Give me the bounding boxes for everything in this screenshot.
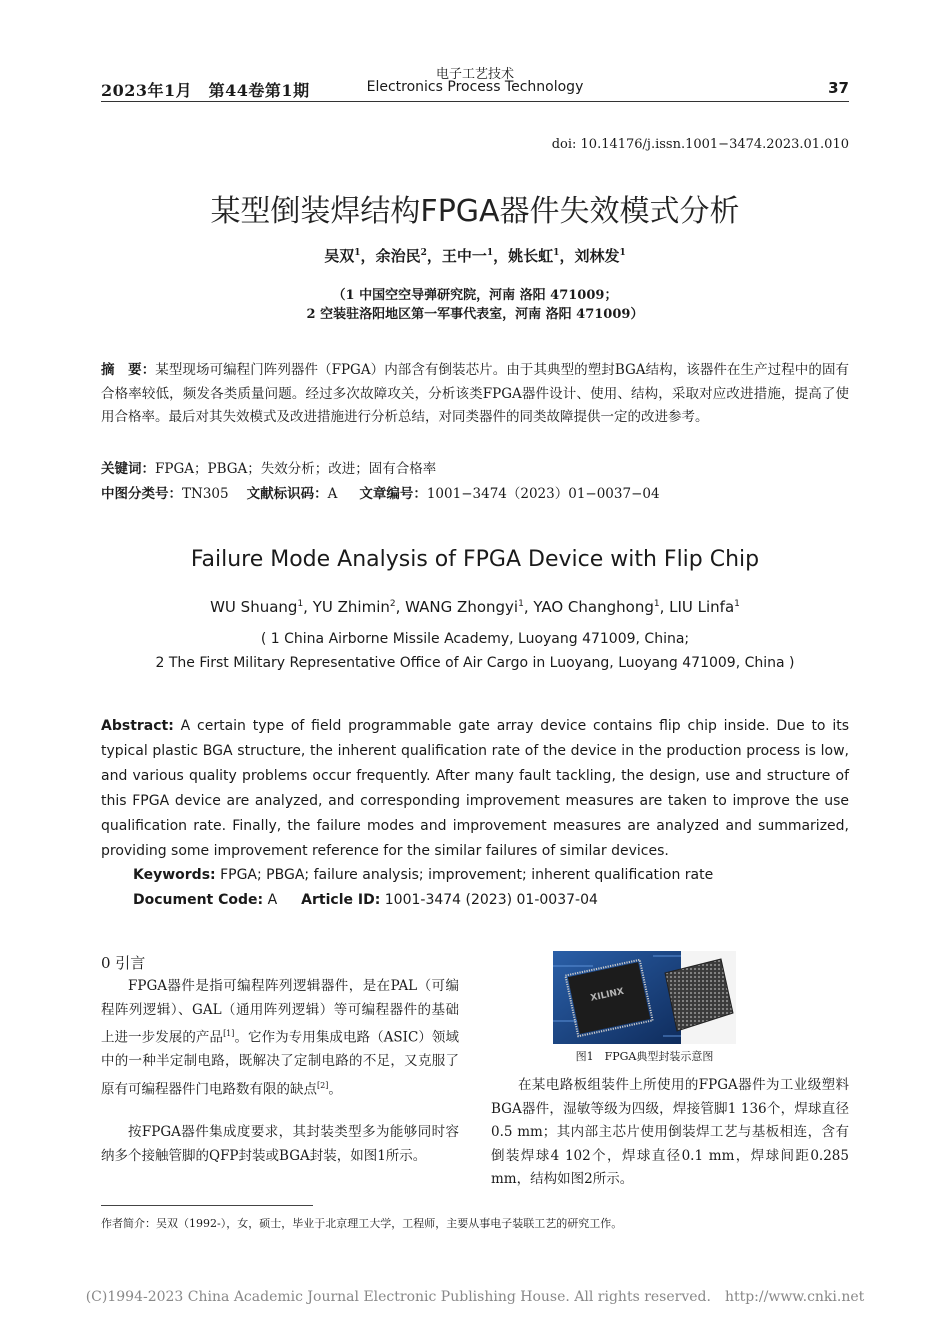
en-author-separator: ,	[659, 598, 670, 616]
cn-author-separator: ，	[426, 247, 442, 265]
en-author-4: YAO Changhong	[533, 598, 654, 616]
cn-author-3-affil: 1	[486, 248, 494, 258]
abstract-cn	[101, 359, 849, 430]
authors-en	[0, 598, 950, 616]
header-rule	[101, 101, 849, 102]
journal-issue: 2023年1月 第44卷第1期	[101, 81, 310, 100]
figure-1-image	[553, 951, 736, 1044]
cn-author-5-affil: 1	[619, 248, 626, 258]
title-cn: 某型倒装焊结构FPGA器件失效模式分析	[210, 194, 740, 229]
en-author-1-affil: 1	[297, 599, 304, 609]
citation-1[interactable]: [1]	[223, 1029, 235, 1038]
clc-label: 中图分类号：	[101, 486, 182, 502]
para1-text-a: FPGA器件是指可编程阵列逻辑器件，是在PAL（可编程阵列逻辑）、GAL（通用阵列逻辑）等可编程器件的基础上进一步发展的产品	[101, 978, 459, 1046]
affiliation-cn-1: （1 中国空空导弹研究院，河南 洛阳 471009；	[332, 288, 618, 303]
keywords-cn-text: FPGA；PBGA；失效分析；改进；固有合格率	[155, 461, 437, 477]
abstract-cn-text: 某型现场可编程门阵列器件（FPGA）内部含有倒装芯片。由于其典型的塑封BGA结构，该器件在生产过程中的固有合格率较低，频发各类质量问题。经过多次故障攻关，分析该类FPGA器件设计、使用、结构，采取对应改进措施，提高了使用合格率。最后对其失效模式及改进措施进行分析总结，对同类器件的同类故障提供一定的改进参考。	[101, 362, 850, 425]
en-author-2: YU Zhimin	[312, 598, 390, 616]
cn-author-1-affil: 1	[354, 248, 361, 258]
keywords-cn	[101, 458, 849, 482]
section-heading-introduction: 0 引言	[101, 954, 146, 972]
cn-author-1: 吴双	[324, 247, 355, 265]
keywords-en-text: FPGA; PBGA; failure analysis; improvement; inherent qualification rate	[215, 867, 714, 883]
body-paragraph-1	[101, 975, 459, 1102]
figure-1-caption: 图1 FPGA典型封装示意图	[575, 1050, 714, 1063]
cn-author-4: 姚长虹	[508, 247, 554, 265]
title-en: Failure Mode Analysis of FPGA Device with Flip Chip	[190, 547, 760, 572]
keywords-cn-label: 关键词：	[101, 461, 155, 477]
article-id-label: Article ID:	[301, 892, 381, 908]
article-no-value: 1001−3474（2023）01−0037−04	[426, 486, 660, 502]
doc-code-value: A	[327, 486, 338, 502]
body-paragraph-2: 按FPGA器件集成度要求，其封装类型多为能够同时容纳多个接触管脚的QFP封装或BGA封装，如图1所示。	[101, 1124, 459, 1164]
affiliation-en-2: 2 The First Military Representative Office of Air Cargo in Luoyang, Luoyang 471009, China )	[155, 655, 795, 671]
classification-cn	[101, 483, 849, 507]
cn-author-separator: ，	[360, 247, 376, 265]
cn-author-5: 刘林发	[574, 247, 620, 265]
en-author-3-affil: 1	[518, 599, 524, 609]
copyright-notice: (C)1994-2023 China Academic Journal Electronic Publishing House. All rights reserved. http://www.cnki.net	[85, 1289, 865, 1305]
body-paragraph-3: 在某电路板组装件上所使用的FPGA器件为工业级塑料BGA器件，湿敏等级为四级，焊接管脚1 136个，焊球直径0.5 mm；其内部主芯片使用倒装焊工艺与基板相连，含有倒装焊球4 102个，焊球直径0.1 mm，焊球间距0.285 mm，结构如图2所示。	[491, 1077, 849, 1187]
para1-text-b: 。它作为专用集成电路（ASIC）领域中的一种半定制电路，既解决了定制电路的不足，又克服了原有可编程器件门电路数有限的缺点	[101, 1029, 459, 1097]
citation-2[interactable]: [2]	[317, 1080, 329, 1090]
abstract-cn-label: 摘 要：	[101, 362, 156, 378]
cn-author-2: 余治民	[375, 247, 421, 265]
en-author-separator: ,	[395, 598, 406, 616]
keywords-en-label: Keywords:	[133, 867, 216, 883]
clc-value: TN305	[182, 486, 229, 502]
doi: doi: 10.14176/j.issn.1001−3474.2023.01.010	[551, 137, 849, 152]
en-author-separator: ,	[523, 598, 534, 616]
authors-cn	[0, 245, 950, 266]
chip-mark: XILINX	[589, 986, 625, 1004]
affiliation-en-1: ( 1 China Airborne Missile Academy, Luoyang 471009, China;	[260, 631, 690, 647]
doc-code-label: 文献标识码：	[246, 486, 328, 502]
en-author-4-affil: 1	[653, 599, 660, 609]
en-author-2-affil: 2	[389, 599, 396, 609]
en-author-separator: ,	[303, 598, 313, 616]
en-author-1: WU Shuang	[210, 598, 298, 616]
cn-author-4-affil: 1	[553, 248, 560, 258]
doc-code-en-value: A	[263, 892, 278, 908]
cn-author-3: 王中一	[441, 247, 487, 265]
doc-code-en	[101, 888, 849, 913]
keywords-en	[101, 863, 849, 888]
journal-name-cn: 电子工艺技术	[435, 67, 514, 82]
cn-author-separator: ，	[559, 247, 575, 265]
en-author-3: WANG Zhongyi	[405, 598, 519, 616]
abstract-en-label: Abstract:	[101, 718, 174, 734]
cn-author-2-affil: 2	[420, 248, 427, 258]
page-number: 37	[828, 79, 849, 97]
footnote-rule	[101, 1205, 313, 1206]
article-no-label: 文章编号：	[359, 486, 427, 502]
abstract-en-text: A certain type of field programmable gate array device contains flip chip inside. Due to its typical plastic BGA structure, the inherent qualification rate of the device in the production process is low, and various quality problems occur frequently. After many fault tackling, the design, use and structure of this FPGA device are analyzed, and corresponding improvement measures are taken to improve the use qualification rate. Finally, the failure modes and improvement measures are analyzed and summarized, providing some improvement reference for the similar failures of similar devices.	[101, 718, 849, 859]
affiliation-cn-2: 2 空装驻洛阳地区第一军事代表室，河南 洛阳 471009）	[306, 307, 644, 322]
journal-name-en: Electronics Process Technology	[366, 79, 584, 95]
doc-code-en-label: Document Code:	[133, 892, 264, 908]
article-id-value: 1001-3474 (2023) 01-0037-04	[380, 892, 598, 908]
abstract-en	[101, 714, 849, 864]
en-author-5: LIU Linfa	[669, 598, 735, 616]
para1-text-c: 。	[328, 1081, 342, 1097]
author-footnote: 作者简介：吴双（1992-），女，硕士，毕业于北京理工大学，工程师，主要从事电子装联工艺的研究工作。	[101, 1217, 623, 1230]
en-author-5-affil: 1	[734, 599, 740, 609]
cn-author-separator: ，	[493, 247, 509, 265]
